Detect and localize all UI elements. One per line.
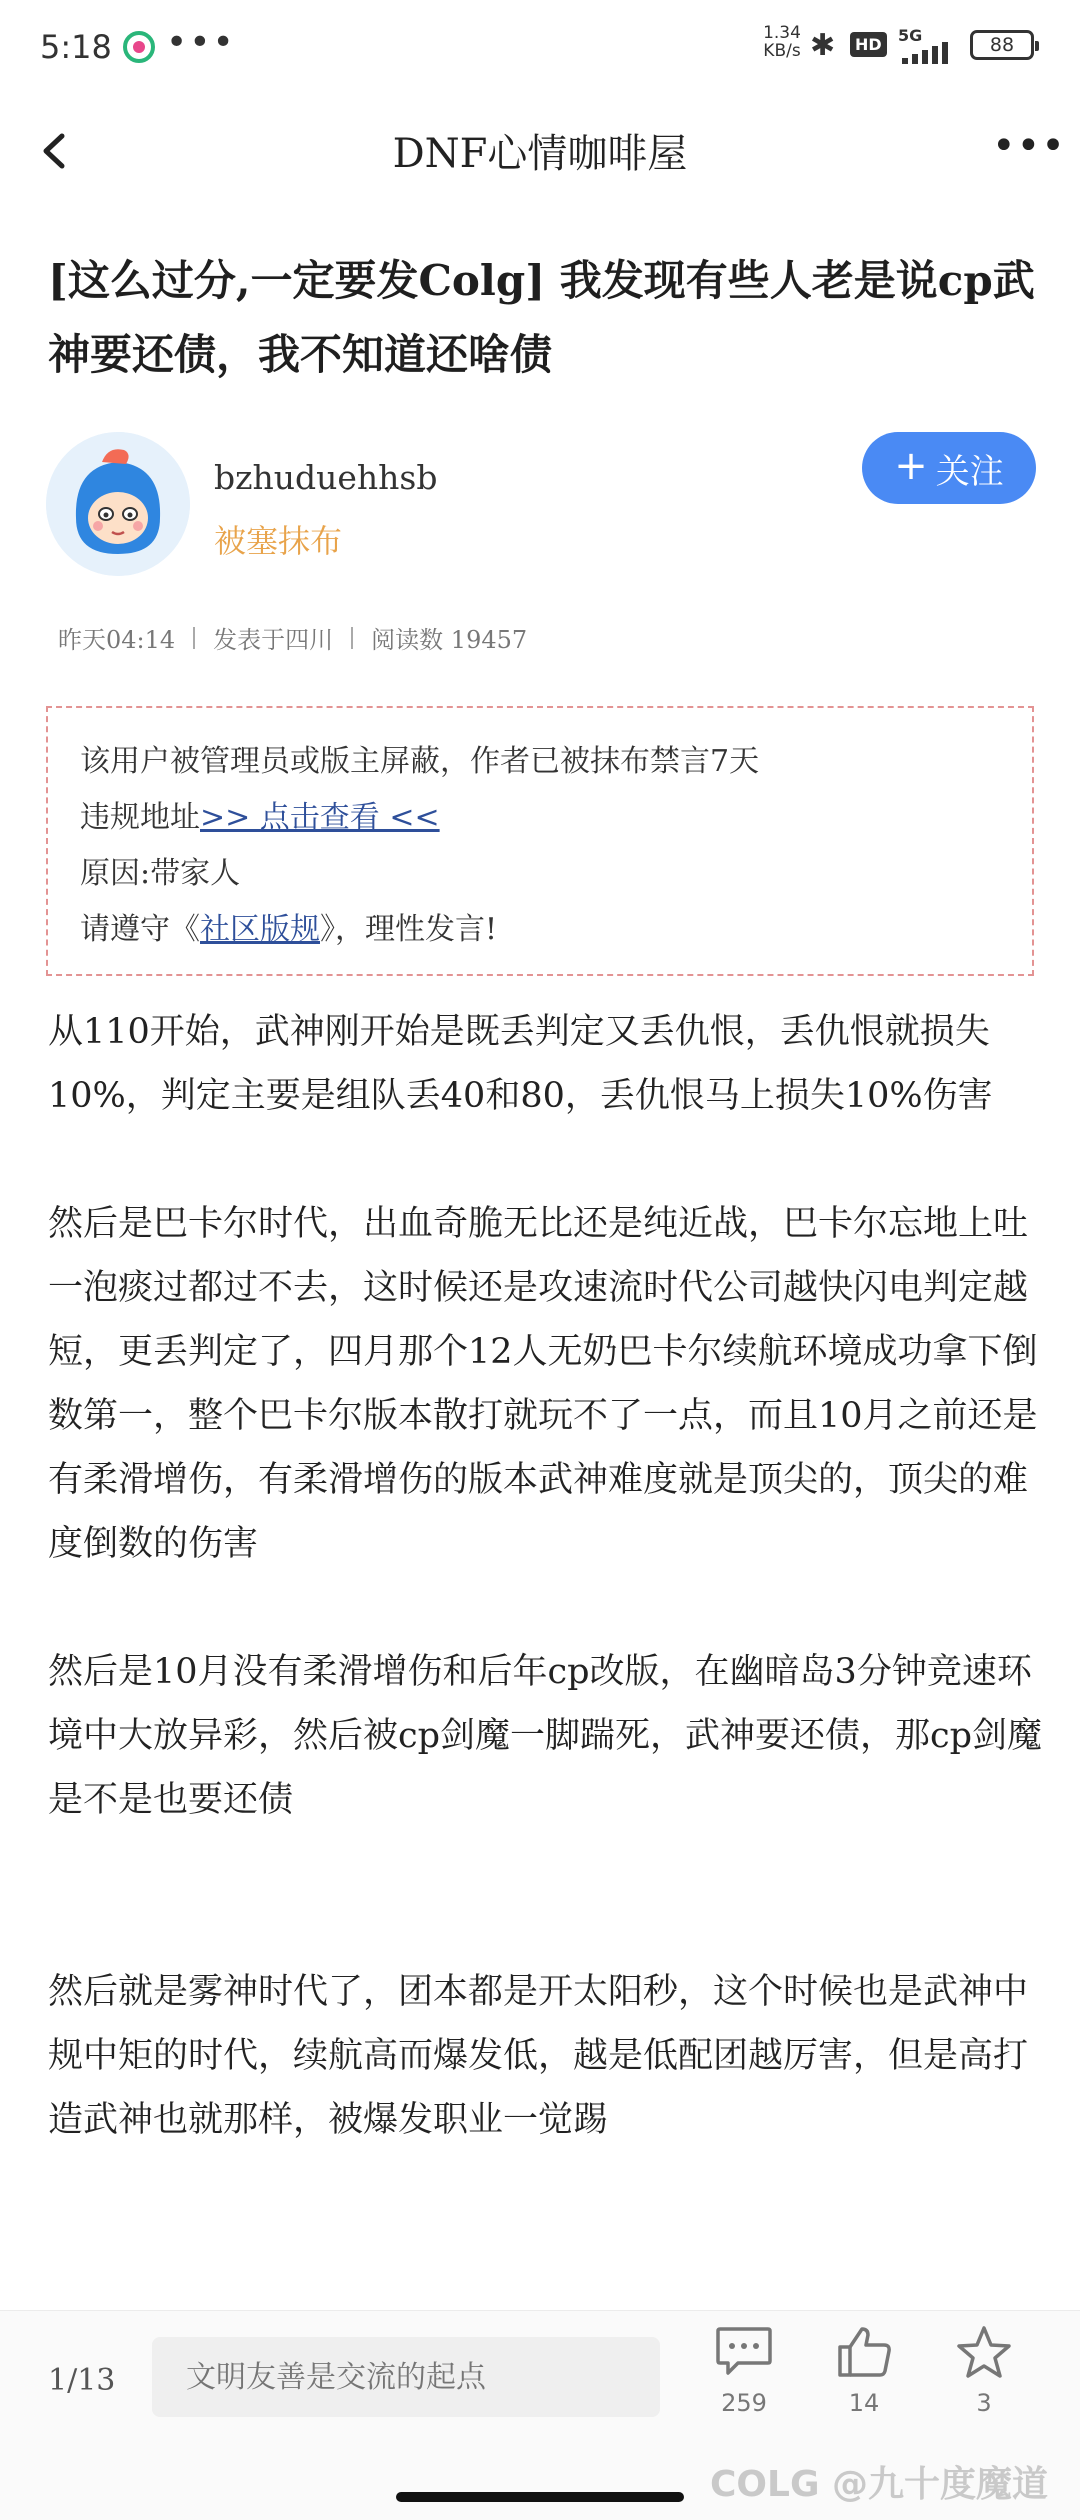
status-time: 5:18	[40, 28, 112, 66]
follow-button[interactable]	[862, 432, 1036, 504]
watermark: COLG @九十度魔道	[710, 2464, 1049, 2505]
author-name[interactable]: bzhuduehhsb	[214, 458, 438, 497]
post-time: 昨天04:14	[58, 626, 176, 654]
community-rules-link[interactable]: 社区版规	[200, 912, 320, 947]
post-views: 阅读数 19457	[371, 626, 528, 654]
avatar-cartoon-icon	[46, 432, 190, 576]
status-bar	[0, 0, 1080, 96]
notice-line: 请遵守《社区版规》，理性发言!	[80, 912, 498, 947]
plus-icon: +	[894, 443, 928, 489]
notice-reason: 原因:带家人	[80, 856, 241, 891]
body-paragraph: 从110开始，武神刚开始是既丢判定又丢仇恨，丢仇恨就损失10%，判定主要是组队丢40和80，丢仇恨马上损失10%伤害	[48, 1012, 993, 1116]
app-notification-icon	[122, 30, 156, 64]
body-paragraph: 然后就是雾神时代了，团本都是开太阳秒，这个时候也是武神中规中矩的时代，续航高而爆发低，越是低配团越厉害，但是高打造武神也就那样，被爆发职业一觉踢	[48, 1972, 1029, 2140]
hd-badge: HD	[850, 32, 887, 57]
like-button[interactable]	[814, 2325, 914, 2417]
meta-divider	[351, 627, 353, 649]
post-location: 发表于四川	[213, 626, 334, 654]
violation-link[interactable]: >> 点击查看 <<	[200, 800, 440, 835]
post-meta	[58, 620, 527, 655]
network-type: 5G	[898, 26, 923, 45]
body-paragraph: 然后是10月没有柔滑增伤和后年cp改版，在幽暗岛3分钟竞速环境中大放异彩，然后被cp剑魔一脚踹死，武神要还债，那cp剑魔是不是也要还债	[48, 1652, 1043, 1820]
post-body	[48, 1000, 1044, 2152]
avatar[interactable]	[46, 432, 190, 576]
comment-icon	[714, 2325, 774, 2379]
star-icon	[954, 2325, 1014, 2379]
favorite-button[interactable]	[934, 2325, 1034, 2417]
status-more-dots: •••	[166, 22, 236, 63]
meta-divider	[193, 627, 195, 649]
likes-count: 14	[848, 2389, 880, 2417]
favorites-count: 3	[976, 2389, 992, 2417]
nav-bar	[0, 96, 1080, 206]
post-title: [这么过分,一定要发Colg] 我发现有些人老是说cp武神要还债，我不知道还啥债	[48, 256, 1035, 379]
signal-icon	[900, 42, 954, 64]
forum-title: DNF心情咖啡屋	[392, 131, 688, 177]
page-indicator[interactable]: 1/13	[48, 2363, 116, 2398]
network-speed: 1.34 KB/s	[763, 23, 801, 61]
comments-count: 259	[721, 2389, 767, 2417]
author-status-badge: 被塞抹布	[214, 522, 343, 560]
more-options-icon[interactable]: •••	[992, 123, 1066, 169]
comments-button[interactable]	[694, 2325, 794, 2417]
notice-line: 该用户被管理员或版主屏蔽，作者已被抹布禁言7天	[80, 744, 760, 779]
comment-input[interactable]	[152, 2337, 660, 2417]
home-indicator[interactable]	[396, 2492, 684, 2502]
notice-line: 违规地址>> 点击查看 <<	[80, 800, 440, 835]
thumbs-up-icon	[834, 2325, 894, 2379]
moderation-notice	[46, 706, 1034, 976]
follow-label: 关注	[935, 451, 1004, 492]
battery-icon: 88	[970, 30, 1034, 60]
bluetooth-icon: ✱	[810, 28, 836, 63]
body-paragraph: 然后是巴卡尔时代，出血奇脆无比还是纯近战，巴卡尔忘地上吐一泡痰过都过不去，这时候还是攻速流时代公司越快闪电判定越短，更丢判定了，四月那个12人无奶巴卡尔续航环境成功拿下倒数第一，整个巴卡尔版本散打就玩不了一点，而且10月之前还是有柔滑增伤，有柔滑增伤的版本武神难度就是顶尖的，顶尖的难度倒数的伤害	[48, 1204, 1038, 1564]
